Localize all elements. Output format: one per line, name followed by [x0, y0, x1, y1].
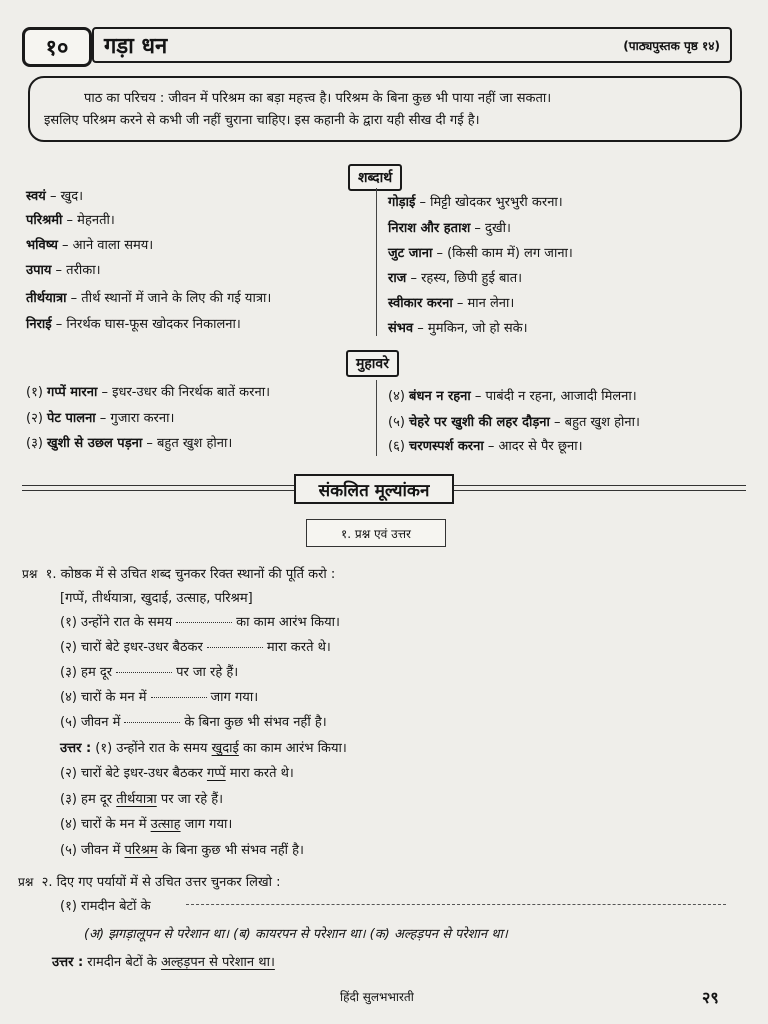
- vocab-right-item: जुट जाना – (किसी काम में) लग जाना।: [388, 246, 573, 261]
- q1-answer-item: (५) जीवन में परिश्रम के बिना कुछ भी संभव नहीं है।: [60, 843, 304, 858]
- idiom-left-item: (२) पेट पालना – गुजारा करना।: [26, 411, 175, 426]
- vocab-left-item: परिश्रमी – मेहनती।: [26, 213, 115, 228]
- q2-answer: उत्तर : रामदीन बेटों के अल्हड़पन से परेशान था।: [52, 955, 275, 970]
- q2-item: (१) रामदीन बेटों के: [60, 899, 151, 914]
- vocab-left-item: निराई – निरर्थक घास-फूस खोदकर निकालना।: [26, 317, 241, 332]
- q2-answer-line: [186, 904, 726, 905]
- vocabulary-heading: शब्दार्थ: [348, 164, 402, 191]
- q1-blank-item: (१) उन्होंने रात के समय का काम आरंभ किया।: [60, 615, 340, 630]
- q1-options: [गप्पें, तीर्थयात्रा, खुदाई, उत्साह, परिश्रम]: [60, 591, 253, 606]
- question-answer-subheading: १. प्रश्न एवं उत्तर: [306, 519, 446, 547]
- q1-answer-item: (२) चारों बेटे इधर-उधर बैठकर गप्पें मारा करते थे।: [60, 766, 294, 781]
- q1-answer-item: (३) हम दूर तीर्थयात्रा पर जा रहे हैं।: [60, 792, 224, 807]
- idioms-heading: मुहावरे: [346, 350, 399, 377]
- vocabulary-divider: [376, 188, 377, 336]
- idiom-left-item: (१) गप्पें मारना – इधर-उधर की निरर्थक बातें करना।: [26, 385, 270, 400]
- idiom-right-item: (४) बंधन न रहना – पाबंदी न रहना, आजादी मिलना।: [388, 389, 637, 404]
- vocab-left-item: भविष्य – आने वाला समय।: [26, 238, 154, 253]
- intro-line-2: इसलिए परिश्रम करने से कभी जी नहीं चुराना चाहिए। इस कहानी के द्वारा यही सीख दी गई है।: [44, 113, 480, 128]
- page-number: २९: [702, 988, 719, 1007]
- q2-options: (अ) झगड़ालूपन से परेशान था। (ब) कायरपन से परेशान था। (क) अल्हड़पन से परेशान था।: [84, 927, 508, 942]
- chapter-number: १०: [22, 27, 92, 67]
- vocab-left-item: उपाय – तरीका।: [26, 263, 101, 278]
- idiom-right-item: (६) चरणस्पर्श करना – आदर से पैर छूना।: [388, 439, 583, 454]
- vocab-left-item: तीर्थयात्रा – तीर्थ स्थानों में जाने के लिए की गई यात्रा।: [26, 291, 272, 306]
- lesson-introduction: [28, 76, 742, 142]
- q1-answer-item: उत्तर : (१) उन्होंने रात के समय खुदाई का काम आरंभ किया।: [60, 741, 347, 756]
- textbook-page-reference: (पाठ्यपुस्तक पृष्ठ १४): [623, 38, 720, 53]
- book-name: हिंदी सुलभभारती: [340, 990, 414, 1004]
- q1-blank-item: (४) चारों के मन में जाग गया।: [60, 690, 259, 705]
- intro-line-1: पाठ का परिचय : जीवन में परिश्रम का बड़ा महत्त्व है। परिश्रम के बिना कुछ भी पाया नहीं जा सकता।: [84, 91, 552, 106]
- vocab-right-item: गोड़ाई – मिट्टी खोदकर भुरभुरी करना।: [388, 195, 563, 210]
- chapter-title: गड़ा धन: [104, 34, 168, 59]
- idiom-right-item: (५) चेहरे पर खुशी की लहर दौड़ना – बहुत खुश होना।: [388, 415, 640, 430]
- vocab-right-item: संभव – मुमकिन, जो हो सके।: [388, 321, 528, 336]
- vocab-right-item: निराश और हताश – दुखी।: [388, 221, 511, 236]
- q2-question: प्रश्न २. दिए गए पर्यायों में से उचित उत्तर चुनकर लिखो :: [18, 875, 281, 890]
- vocab-right-item: राज – रहस्य, छिपी हुई बात।: [388, 271, 523, 286]
- assessment-heading: संकलित मूल्यांकन: [294, 474, 454, 504]
- vocab-right-item: स्वीकार करना – मान लेना।: [388, 296, 515, 311]
- vocab-left-item: स्वयं – खुद।: [26, 189, 84, 204]
- idioms-divider: [376, 380, 377, 456]
- idiom-left-item: (३) खुशी से उछल पड़ना – बहुत खुश होना।: [26, 436, 233, 451]
- q1-blank-item: (३) हम दूर पर जा रहे हैं।: [60, 665, 239, 680]
- q1-answer-item: (४) चारों के मन में उत्साह जाग गया।: [60, 817, 233, 832]
- q1-blank-item: (२) चारों बेटे इधर-उधर बैठकर मारा करते थे।: [60, 640, 331, 655]
- q1-question: प्रश्न १. कोष्ठक में से उचित शब्द चुनकर रिक्त स्थानों की पूर्ति करो :: [22, 567, 336, 582]
- q1-blank-item: (५) जीवन में के बिना कुछ भी संभव नहीं है।: [60, 715, 327, 730]
- chapter-title-bar: [92, 27, 732, 63]
